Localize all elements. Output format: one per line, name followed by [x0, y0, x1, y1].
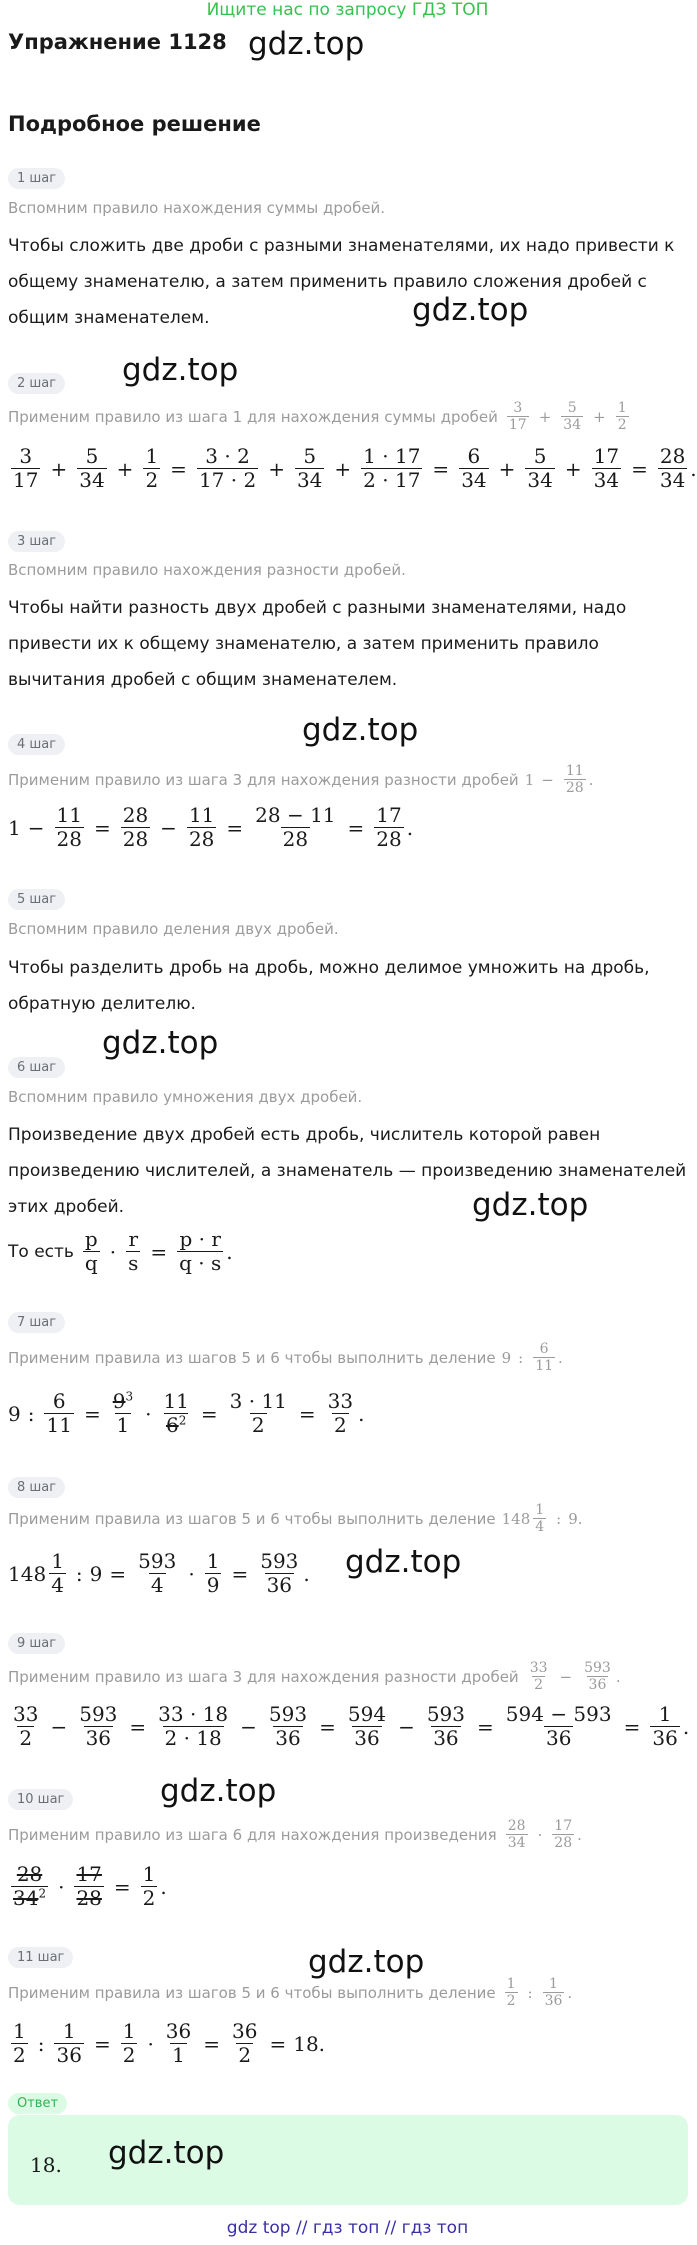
watermark: gdz.top [160, 1773, 277, 1809]
step-hint: Вспомним правило умножения двух дробей. [8, 1088, 363, 1106]
step-badge: 1 шаг [8, 168, 65, 189]
step-hint: Применим правила из шагов 5 и 6 чтобы выполнить деление $\frac{1}{2}$ : $\frac{1}{36}$ . [8, 1976, 573, 2010]
watermark: gdz.top [302, 712, 419, 748]
step-badge: 3 шаг [8, 531, 65, 552]
watermark: gdz.top [248, 26, 365, 62]
step-text: Произведение двух дробей есть дробь, числитель которой равен произведению числителей, а знаменатель — произведению знаменателей этих дробей. [8, 1125, 687, 1217]
exercise-title: Упражнение 1128 [8, 30, 227, 54]
formula: 148 $\frac{1}{4}$ : 9 = $\frac{593}{4}$ · $\frac{1}{9}$ = $\frac{593}{36}$ . [8, 1549, 310, 1597]
step-text: Чтобы найти разность двух дробей с разными знаменателями, надо привести их к общему знаменателю, а затем применить правило вычитания дробей с общим знаменателем. [8, 598, 627, 690]
watermark: gdz.top [102, 1025, 219, 1061]
formula: $\frac{28}{34^2}$ · $\frac{17}{28}$ = $\frac{1}{2}$ . [13, 1862, 167, 1910]
step-badge: 11 шаг [8, 1947, 73, 1968]
step-badge: 2 шаг [8, 373, 65, 394]
step-hint: Применим правила из шагов 5 и 6 чтобы выполнить деление 9 : $\frac{6}{11}$ . [8, 1341, 563, 1375]
formula: $\frac{3}{17}$ + $\frac{5}{34}$ + $\frac{1}{2}$ = $\frac{3 \cdot 2}{17 \cdot 2}$ + $\frac{5}{34}$ + $\frac{1 \cdot 17}{2 \cdot 17}$ = $\frac{6}{34}$ + $\frac{5}{34}$ + $\frac{17}{34}$ = $\frac{28}{34}$ . [13, 444, 697, 492]
answer-badge: Ответ [8, 2093, 67, 2114]
watermark: gdz.top [122, 352, 239, 388]
footer-links[interactable]: gdz top // гдз топ // гдз топ [226, 2218, 469, 2238]
step-hint: Применим правило из шага 3 для нахождения разности дробей $\frac{33}{2}$ − $\frac{593}{36}$ . [8, 1660, 621, 1694]
formula: 1 − $\frac{11}{28}$ = $\frac{28}{28}$ − $\frac{11}{28}$ = $\frac{28 - 11}{28}$ = $\frac{17}{28}$ . [8, 803, 414, 851]
formula: 9 : $\frac{6}{11}$ = $\frac{9^3}{1}$ · $\frac{11}{6^2}$ = $\frac{3 \cdot 11}{2}$ = $\frac{33}{2}$ . [8, 1389, 365, 1437]
answer-value: 18. [30, 2153, 62, 2177]
watermark: gdz.top [472, 1187, 589, 1223]
step-badge: 7 шаг [8, 1312, 65, 1333]
step-hint: Вспомним правило нахождения суммы дробей. [8, 199, 386, 217]
watermark: gdz.top [108, 2135, 225, 2171]
step-text: Чтобы разделить дробь на дробь, можно делимое умножить на дробь, обратную делителю. [8, 958, 650, 1014]
watermark: gdz.top [412, 292, 529, 328]
formula: $\frac{1}{2}$ : $\frac{1}{36}$ = $\frac{1}{2}$ · $\frac{36}{1}$ = $\frac{36}{2}$ = 18. [13, 2019, 326, 2067]
step-badge: 6 шаг [8, 1057, 65, 1078]
step-badge: 10 шаг [8, 1789, 73, 1810]
step-hint: Вспомним правило деления двух дробей. [8, 920, 339, 938]
step-hint: Применим правило из шага 1 для нахождения суммы дробей $\frac{3}{17}$ + $\frac{5}{34}$ + $\frac{1}{2}$ [8, 400, 627, 434]
step-hint: Вспомним правило нахождения разности дробей. [8, 561, 406, 579]
step-badge: 9 шаг [8, 1633, 65, 1654]
step-hint: Применим правила из шагов 5 и 6 чтобы выполнить деление 148 $\frac{1}{4}$ : 9. [8, 1502, 583, 1536]
step-hint: Применим правило из шага 6 для нахождения произведения $\frac{28}{34}$ · $\frac{17}{28}$ . [8, 1818, 582, 1852]
step-badge: 4 шаг [8, 734, 65, 755]
top-banner[interactable]: Ищите нас по запросу ГДЗ ТОП [206, 0, 489, 20]
formula: $\frac{33}{2}$ − $\frac{593}{36}$ = $\frac{33 \cdot 18}{2 \cdot 18}$ − $\frac{593}{36}$ = $\frac{594}{36}$ − $\frac{593}{36}$ = $\frac{594 - 593}{36}$ = $\frac{1}{36}$ . [13, 1702, 690, 1750]
formula-rule: То есть $\frac{p}{q}$ · $\frac{r}{s}$ = $\frac{p \cdot r}{q \cdot s}$ . [8, 1227, 233, 1275]
step-hint: Применим правило из шага 3 для нахождения разности дробей 1 − $\frac{11}{28}$ . [8, 763, 594, 797]
watermark: gdz.top [345, 1544, 462, 1580]
step-text: Чтобы сложить две дроби с разными знаменателями, их надо привести к общему знаменателю, а затем применить правило сложения дробей с общим знаменателем. [8, 236, 675, 328]
answer-box [8, 2115, 688, 2205]
watermark: gdz.top [308, 1944, 425, 1980]
step-badge: 5 шаг [8, 889, 65, 910]
step-badge: 8 шаг [8, 1477, 65, 1498]
section-title: Подробное решение [8, 112, 261, 136]
